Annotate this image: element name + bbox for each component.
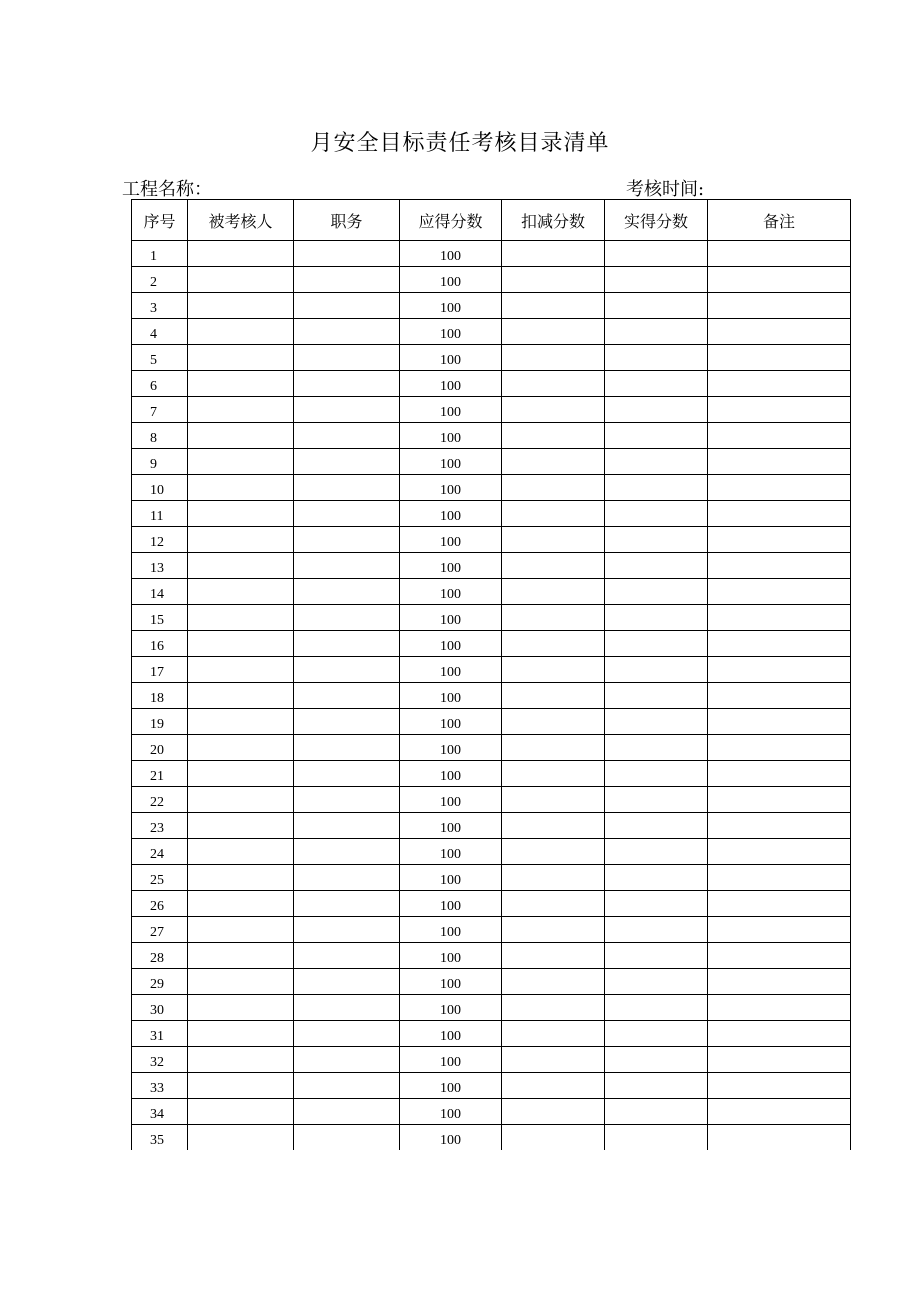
table-row [132, 865, 851, 891]
row-assessee-cell[interactable] [188, 501, 294, 527]
row-deduction-cell[interactable] [502, 891, 605, 917]
row-seq: 24 [132, 839, 188, 865]
row-assessee-cell[interactable] [188, 1021, 294, 1047]
row-deduction-cell[interactable] [502, 423, 605, 449]
row-actual-score-cell[interactable] [605, 631, 708, 657]
row-assessee-cell[interactable] [188, 709, 294, 735]
row-full-score: 100 [400, 319, 502, 345]
row-actual-score-cell[interactable] [605, 865, 708, 891]
row-remarks-cell[interactable] [708, 241, 851, 267]
row-deduction-cell[interactable] [502, 735, 605, 761]
row-deduction-cell[interactable] [502, 605, 605, 631]
row-remarks-cell[interactable] [708, 605, 851, 631]
row-remarks-cell[interactable] [708, 267, 851, 293]
assessment-table [131, 199, 851, 1150]
row-deduction-cell[interactable] [502, 1047, 605, 1073]
row-deduction-cell[interactable] [502, 813, 605, 839]
table-header-row [132, 200, 851, 241]
row-position-cell[interactable] [294, 917, 400, 943]
row-deduction-cell[interactable] [502, 943, 605, 969]
row-remarks-cell[interactable] [708, 839, 851, 865]
row-remarks-cell[interactable] [708, 527, 851, 553]
row-position-cell[interactable] [294, 579, 400, 605]
row-remarks-cell[interactable] [708, 553, 851, 579]
row-seq: 25 [132, 865, 188, 891]
row-deduction-cell[interactable] [502, 969, 605, 995]
row-remarks-cell[interactable] [708, 943, 851, 969]
row-full-score: 100 [400, 631, 502, 657]
row-position-cell[interactable] [294, 683, 400, 709]
row-seq: 10 [132, 475, 188, 501]
row-position-cell[interactable] [294, 449, 400, 475]
row-deduction-cell[interactable] [502, 267, 605, 293]
row-position-cell[interactable] [294, 735, 400, 761]
row-seq: 31 [132, 1021, 188, 1047]
row-full-score: 100 [400, 553, 502, 579]
table-row [132, 1073, 851, 1099]
row-remarks-cell[interactable] [708, 995, 851, 1021]
row-assessee-cell[interactable] [188, 995, 294, 1021]
row-position-cell[interactable] [294, 1047, 400, 1073]
row-assessee-cell[interactable] [188, 449, 294, 475]
table-row [132, 683, 851, 709]
row-position-cell[interactable] [294, 371, 400, 397]
row-assessee-cell[interactable] [188, 371, 294, 397]
row-seq: 18 [132, 683, 188, 709]
row-full-score: 100 [400, 865, 502, 891]
row-actual-score-cell[interactable] [605, 1125, 708, 1151]
row-seq: 17 [132, 657, 188, 683]
table-row [132, 423, 851, 449]
row-position-cell[interactable] [294, 813, 400, 839]
row-assessee-cell[interactable] [188, 345, 294, 371]
table-row [132, 735, 851, 761]
row-full-score: 100 [400, 735, 502, 761]
row-deduction-cell[interactable] [502, 345, 605, 371]
row-full-score: 100 [400, 683, 502, 709]
table-row [132, 371, 851, 397]
row-assessee-cell[interactable] [188, 969, 294, 995]
row-actual-score-cell[interactable] [605, 943, 708, 969]
row-position-cell[interactable] [294, 787, 400, 813]
row-position-cell[interactable] [294, 1021, 400, 1047]
row-assessee-cell[interactable] [188, 657, 294, 683]
row-full-score: 100 [400, 943, 502, 969]
row-full-score: 100 [400, 813, 502, 839]
row-actual-score-cell[interactable] [605, 371, 708, 397]
row-remarks-cell[interactable] [708, 787, 851, 813]
row-full-score: 100 [400, 761, 502, 787]
row-remarks-cell[interactable] [708, 397, 851, 423]
row-assessee-cell[interactable] [188, 787, 294, 813]
row-full-score: 100 [400, 839, 502, 865]
row-actual-score-cell[interactable] [605, 1021, 708, 1047]
row-deduction-cell[interactable] [502, 761, 605, 787]
row-deduction-cell[interactable] [502, 371, 605, 397]
table-row [132, 293, 851, 319]
row-full-score: 100 [400, 1099, 502, 1125]
row-actual-score-cell[interactable] [605, 1047, 708, 1073]
row-deduction-cell[interactable] [502, 319, 605, 345]
row-assessee-cell[interactable] [188, 423, 294, 449]
row-full-score: 100 [400, 423, 502, 449]
header-actual-score: 实得分数 [605, 200, 708, 241]
row-deduction-cell[interactable] [502, 1073, 605, 1099]
row-full-score: 100 [400, 449, 502, 475]
row-remarks-cell[interactable] [708, 423, 851, 449]
row-assessee-cell[interactable] [188, 891, 294, 917]
row-seq: 23 [132, 813, 188, 839]
row-assessee-cell[interactable] [188, 917, 294, 943]
row-remarks-cell[interactable] [708, 579, 851, 605]
row-position-cell[interactable] [294, 1073, 400, 1099]
row-deduction-cell[interactable] [502, 683, 605, 709]
row-deduction-cell[interactable] [502, 293, 605, 319]
row-assessee-cell[interactable] [188, 241, 294, 267]
row-position-cell[interactable] [294, 995, 400, 1021]
row-full-score: 100 [400, 917, 502, 943]
table-row [132, 813, 851, 839]
row-deduction-cell[interactable] [502, 501, 605, 527]
row-actual-score-cell[interactable] [605, 657, 708, 683]
row-full-score: 100 [400, 891, 502, 917]
row-deduction-cell[interactable] [502, 657, 605, 683]
row-deduction-cell[interactable] [502, 1125, 605, 1151]
document-title: 月安全目标责任考核目录清单 [310, 131, 610, 156]
row-full-score: 100 [400, 787, 502, 813]
row-assessee-cell[interactable] [188, 579, 294, 605]
row-full-score: 100 [400, 501, 502, 527]
row-assessee-cell[interactable] [188, 813, 294, 839]
row-seq: 6 [132, 371, 188, 397]
row-position-cell[interactable] [294, 839, 400, 865]
header-seq: 序号 [132, 200, 188, 241]
row-assessee-cell[interactable] [188, 267, 294, 293]
row-remarks-cell[interactable] [708, 293, 851, 319]
row-position-cell[interactable] [294, 631, 400, 657]
row-assessee-cell[interactable] [188, 397, 294, 423]
row-position-cell[interactable] [294, 397, 400, 423]
row-seq: 29 [132, 969, 188, 995]
row-remarks-cell[interactable] [708, 371, 851, 397]
table-row [132, 631, 851, 657]
table-row [132, 449, 851, 475]
row-seq: 5 [132, 345, 188, 371]
table-row [132, 1021, 851, 1047]
table-row [132, 891, 851, 917]
row-assessee-cell[interactable] [188, 475, 294, 501]
row-remarks-cell[interactable] [708, 1021, 851, 1047]
row-assessee-cell[interactable] [188, 943, 294, 969]
row-actual-score-cell[interactable] [605, 241, 708, 267]
row-remarks-cell[interactable] [708, 1073, 851, 1099]
row-seq: 28 [132, 943, 188, 969]
row-assessee-cell[interactable] [188, 631, 294, 657]
row-assessee-cell[interactable] [188, 761, 294, 787]
row-full-score: 100 [400, 475, 502, 501]
row-full-score: 100 [400, 345, 502, 371]
row-remarks-cell[interactable] [708, 969, 851, 995]
row-full-score: 100 [400, 1125, 502, 1151]
table-row [132, 995, 851, 1021]
row-actual-score-cell[interactable] [605, 267, 708, 293]
table-row [132, 657, 851, 683]
row-deduction-cell[interactable] [502, 787, 605, 813]
row-assessee-cell[interactable] [188, 1047, 294, 1073]
row-position-cell[interactable] [294, 501, 400, 527]
row-full-score: 100 [400, 1047, 502, 1073]
row-full-score: 100 [400, 371, 502, 397]
row-actual-score-cell[interactable] [605, 813, 708, 839]
row-seq: 14 [132, 579, 188, 605]
row-position-cell[interactable] [294, 241, 400, 267]
row-full-score: 100 [400, 241, 502, 267]
row-actual-score-cell[interactable] [605, 735, 708, 761]
row-remarks-cell[interactable] [708, 891, 851, 917]
row-seq: 26 [132, 891, 188, 917]
row-position-cell[interactable] [294, 293, 400, 319]
row-full-score: 100 [400, 1073, 502, 1099]
table-row [132, 475, 851, 501]
row-full-score: 100 [400, 657, 502, 683]
row-seq: 3 [132, 293, 188, 319]
row-actual-score-cell[interactable] [605, 1073, 708, 1099]
row-seq: 35 [132, 1125, 188, 1151]
row-deduction-cell[interactable] [502, 709, 605, 735]
row-deduction-cell[interactable] [502, 631, 605, 657]
table-row [132, 605, 851, 631]
table-row [132, 501, 851, 527]
row-remarks-cell[interactable] [708, 657, 851, 683]
row-full-score: 100 [400, 267, 502, 293]
row-actual-score-cell[interactable] [605, 891, 708, 917]
header-position: 职务 [294, 200, 400, 241]
row-actual-score-cell[interactable] [605, 1099, 708, 1125]
table-row [132, 1125, 851, 1151]
row-actual-score-cell[interactable] [605, 501, 708, 527]
row-actual-score-cell[interactable] [605, 917, 708, 943]
row-remarks-cell[interactable] [708, 735, 851, 761]
header-assessee: 被考核人 [188, 200, 294, 241]
table-row [132, 943, 851, 969]
row-deduction-cell[interactable] [502, 527, 605, 553]
row-position-cell[interactable] [294, 553, 400, 579]
row-seq: 12 [132, 527, 188, 553]
row-position-cell[interactable] [294, 709, 400, 735]
row-seq: 15 [132, 605, 188, 631]
row-position-cell[interactable] [294, 865, 400, 891]
row-assessee-cell[interactable] [188, 865, 294, 891]
row-actual-score-cell[interactable] [605, 527, 708, 553]
row-full-score: 100 [400, 605, 502, 631]
row-seq: 2 [132, 267, 188, 293]
row-actual-score-cell[interactable] [605, 995, 708, 1021]
row-seq: 33 [132, 1073, 188, 1099]
row-position-cell[interactable] [294, 345, 400, 371]
row-remarks-cell[interactable] [708, 1125, 851, 1151]
table-row [132, 1047, 851, 1073]
row-full-score: 100 [400, 995, 502, 1021]
row-deduction-cell[interactable] [502, 475, 605, 501]
row-seq: 27 [132, 917, 188, 943]
table-row [132, 241, 851, 267]
row-seq: 7 [132, 397, 188, 423]
row-position-cell[interactable] [294, 319, 400, 345]
row-assessee-cell[interactable] [188, 1099, 294, 1125]
row-seq: 21 [132, 761, 188, 787]
row-deduction-cell[interactable] [502, 1021, 605, 1047]
row-actual-score-cell[interactable] [605, 683, 708, 709]
row-deduction-cell[interactable] [502, 917, 605, 943]
row-assessee-cell[interactable] [188, 293, 294, 319]
row-full-score: 100 [400, 969, 502, 995]
row-position-cell[interactable] [294, 527, 400, 553]
row-position-cell[interactable] [294, 943, 400, 969]
row-full-score: 100 [400, 579, 502, 605]
table-row [132, 1099, 851, 1125]
header-remarks: 备注 [708, 200, 851, 241]
row-assessee-cell[interactable] [188, 527, 294, 553]
row-remarks-cell[interactable] [708, 917, 851, 943]
row-remarks-cell[interactable] [708, 449, 851, 475]
row-actual-score-cell[interactable] [605, 605, 708, 631]
table-row [132, 761, 851, 787]
row-actual-score-cell[interactable] [605, 709, 708, 735]
row-actual-score-cell[interactable] [605, 293, 708, 319]
row-deduction-cell[interactable] [502, 241, 605, 267]
row-position-cell[interactable] [294, 267, 400, 293]
row-assessee-cell[interactable] [188, 1125, 294, 1151]
row-seq: 4 [132, 319, 188, 345]
row-remarks-cell[interactable] [708, 319, 851, 345]
row-actual-score-cell[interactable] [605, 553, 708, 579]
row-remarks-cell[interactable] [708, 1099, 851, 1125]
row-full-score: 100 [400, 709, 502, 735]
row-assessee-cell[interactable] [188, 735, 294, 761]
row-full-score: 100 [400, 293, 502, 319]
row-position-cell[interactable] [294, 423, 400, 449]
row-actual-score-cell[interactable] [605, 449, 708, 475]
row-deduction-cell[interactable] [502, 1099, 605, 1125]
row-seq: 30 [132, 995, 188, 1021]
row-assessee-cell[interactable] [188, 839, 294, 865]
row-deduction-cell[interactable] [502, 449, 605, 475]
row-actual-score-cell[interactable] [605, 839, 708, 865]
row-full-score: 100 [400, 397, 502, 423]
row-actual-score-cell[interactable] [605, 475, 708, 501]
row-remarks-cell[interactable] [708, 475, 851, 501]
table-row [132, 319, 851, 345]
row-remarks-cell[interactable] [708, 345, 851, 371]
header-full-score: 应得分数 [400, 200, 502, 241]
assessment-date-label: 考核时间: [626, 179, 705, 200]
row-deduction-cell[interactable] [502, 865, 605, 891]
row-remarks-cell[interactable] [708, 631, 851, 657]
row-seq: 34 [132, 1099, 188, 1125]
row-remarks-cell[interactable] [708, 501, 851, 527]
row-remarks-cell[interactable] [708, 761, 851, 787]
row-position-cell[interactable] [294, 657, 400, 683]
row-assessee-cell[interactable] [188, 1073, 294, 1099]
row-deduction-cell[interactable] [502, 839, 605, 865]
table-row [132, 787, 851, 813]
row-position-cell[interactable] [294, 605, 400, 631]
table-row [132, 709, 851, 735]
row-remarks-cell[interactable] [708, 865, 851, 891]
row-deduction-cell[interactable] [502, 579, 605, 605]
row-position-cell[interactable] [294, 761, 400, 787]
row-remarks-cell[interactable] [708, 813, 851, 839]
row-actual-score-cell[interactable] [605, 397, 708, 423]
row-position-cell[interactable] [294, 1125, 400, 1151]
table-row [132, 969, 851, 995]
row-seq: 13 [132, 553, 188, 579]
table-row [132, 397, 851, 423]
row-actual-score-cell[interactable] [605, 761, 708, 787]
table-row [132, 345, 851, 371]
row-assessee-cell[interactable] [188, 605, 294, 631]
row-remarks-cell[interactable] [708, 1047, 851, 1073]
row-position-cell[interactable] [294, 969, 400, 995]
row-seq: 8 [132, 423, 188, 449]
row-position-cell[interactable] [294, 891, 400, 917]
table-row [132, 553, 851, 579]
table-row [132, 839, 851, 865]
row-actual-score-cell[interactable] [605, 579, 708, 605]
row-remarks-cell[interactable] [708, 683, 851, 709]
row-full-score: 100 [400, 527, 502, 553]
header-deduction: 扣减分数 [502, 200, 605, 241]
row-deduction-cell[interactable] [502, 397, 605, 423]
row-position-cell[interactable] [294, 1099, 400, 1125]
row-actual-score-cell[interactable] [605, 787, 708, 813]
row-deduction-cell[interactable] [502, 995, 605, 1021]
row-assessee-cell[interactable] [188, 553, 294, 579]
row-assessee-cell[interactable] [188, 319, 294, 345]
row-actual-score-cell[interactable] [605, 969, 708, 995]
row-assessee-cell[interactable] [188, 683, 294, 709]
table-row [132, 579, 851, 605]
table-row [132, 527, 851, 553]
row-seq: 19 [132, 709, 188, 735]
row-deduction-cell[interactable] [502, 553, 605, 579]
row-seq: 20 [132, 735, 188, 761]
row-seq: 1 [132, 241, 188, 267]
table-row [132, 917, 851, 943]
project-name-label: 工程名称： [122, 179, 212, 200]
row-actual-score-cell[interactable] [605, 423, 708, 449]
row-seq: 32 [132, 1047, 188, 1073]
row-seq: 9 [132, 449, 188, 475]
row-seq: 11 [132, 501, 188, 527]
row-full-score: 100 [400, 1021, 502, 1047]
table-row [132, 267, 851, 293]
row-position-cell[interactable] [294, 475, 400, 501]
row-seq: 22 [132, 787, 188, 813]
row-seq: 16 [132, 631, 188, 657]
row-actual-score-cell[interactable] [605, 319, 708, 345]
row-actual-score-cell[interactable] [605, 345, 708, 371]
row-remarks-cell[interactable] [708, 709, 851, 735]
